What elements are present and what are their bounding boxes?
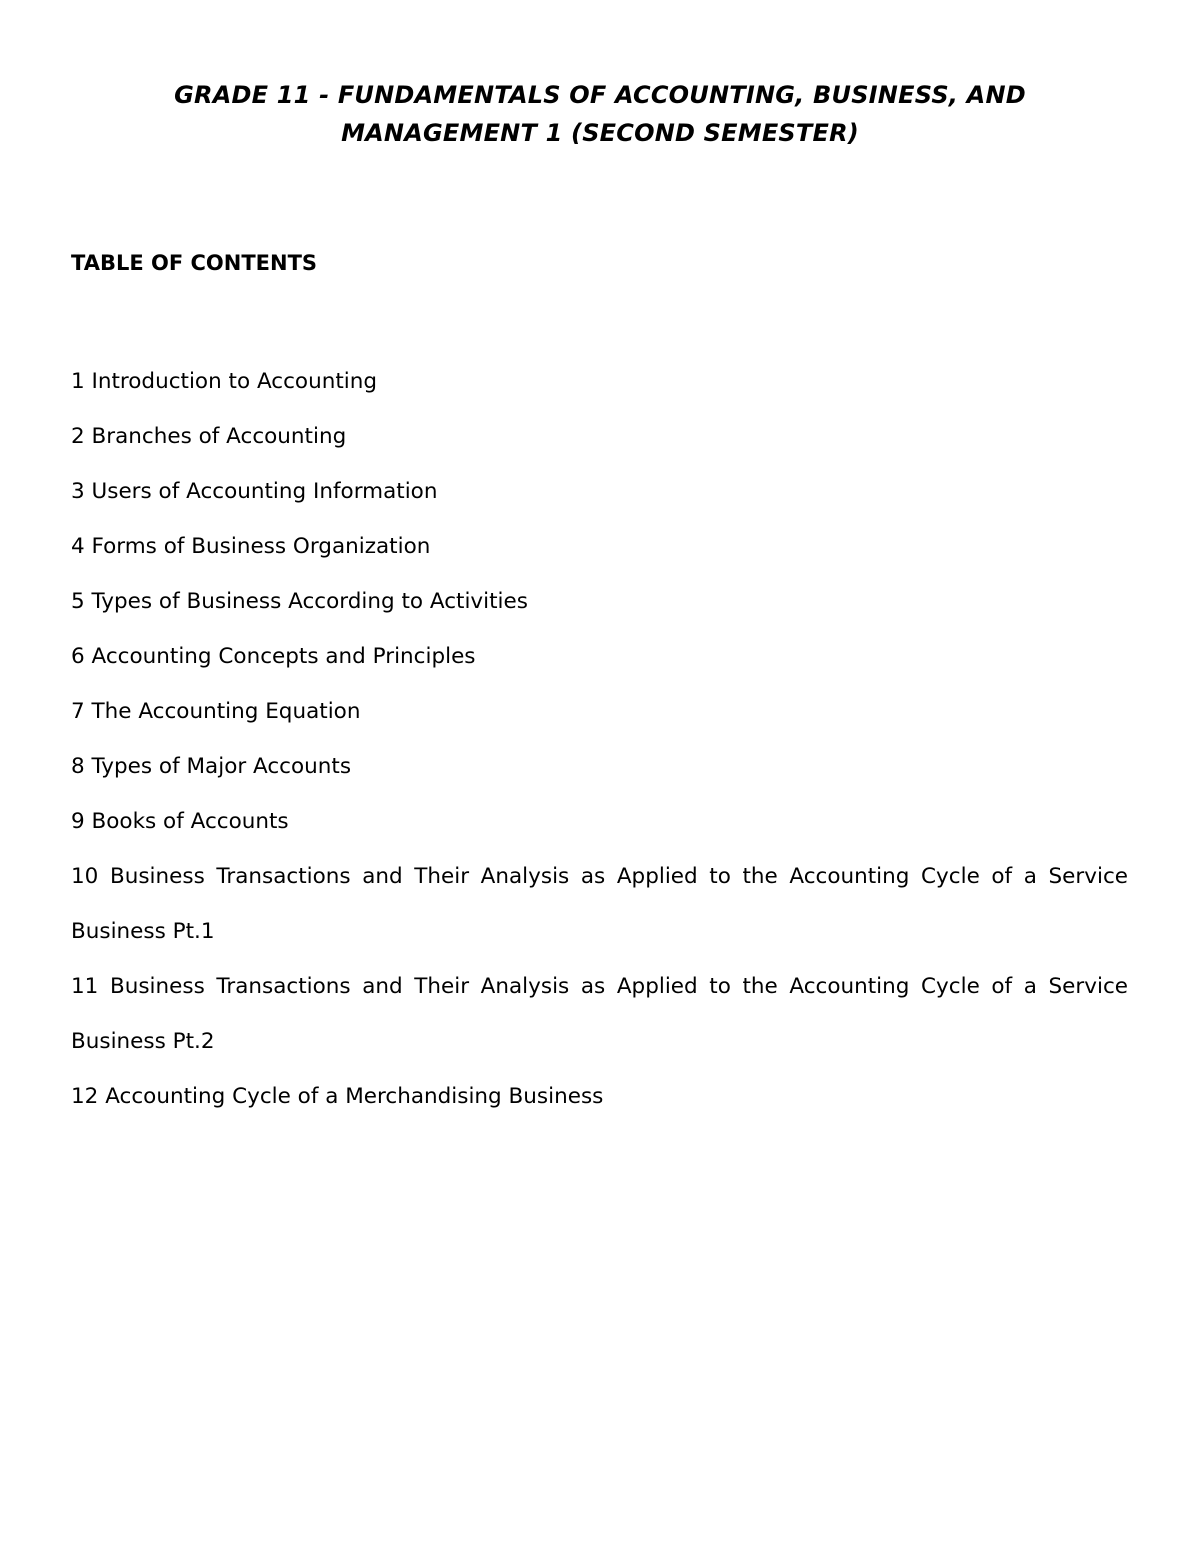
document-title bbox=[0, 76, 1200, 152]
toc-item: 3 Users of Accounting Information bbox=[71, 479, 438, 504]
toc-item: 9 Books of Accounts bbox=[71, 809, 289, 834]
toc-list bbox=[71, 354, 1128, 1124]
toc-heading: TABLE OF CONTENTS bbox=[71, 251, 318, 275]
toc-item: 2 Branches of Accounting bbox=[71, 424, 347, 449]
toc-item: 12 Accounting Cycle of a Merchandising Business bbox=[71, 1084, 604, 1109]
document-title-line-1: GRADE 11 - FUNDAMENTALS OF ACCOUNTING, BUSINESS, AND bbox=[174, 81, 1026, 109]
toc-item: 7 The Accounting Equation bbox=[71, 699, 361, 724]
toc-item: 6 Accounting Concepts and Principles bbox=[71, 644, 476, 669]
document-title-line-2: MANAGEMENT 1 (SECOND SEMESTER) bbox=[341, 119, 859, 147]
toc-item: 1 Introduction to Accounting bbox=[71, 369, 378, 394]
toc-item: 11 Business Transactions and Their Analysis as Applied to the Accounting Cycle of a Service Business Pt.2 bbox=[71, 974, 1128, 1054]
toc-item: 8 Types of Major Accounts bbox=[71, 754, 352, 779]
toc-item: 4 Forms of Business Organization bbox=[71, 534, 431, 559]
toc-item: 5 Types of Business According to Activities bbox=[71, 589, 528, 614]
toc-item: 10 Business Transactions and Their Analysis as Applied to the Accounting Cycle of a Service Business Pt.1 bbox=[71, 864, 1128, 944]
